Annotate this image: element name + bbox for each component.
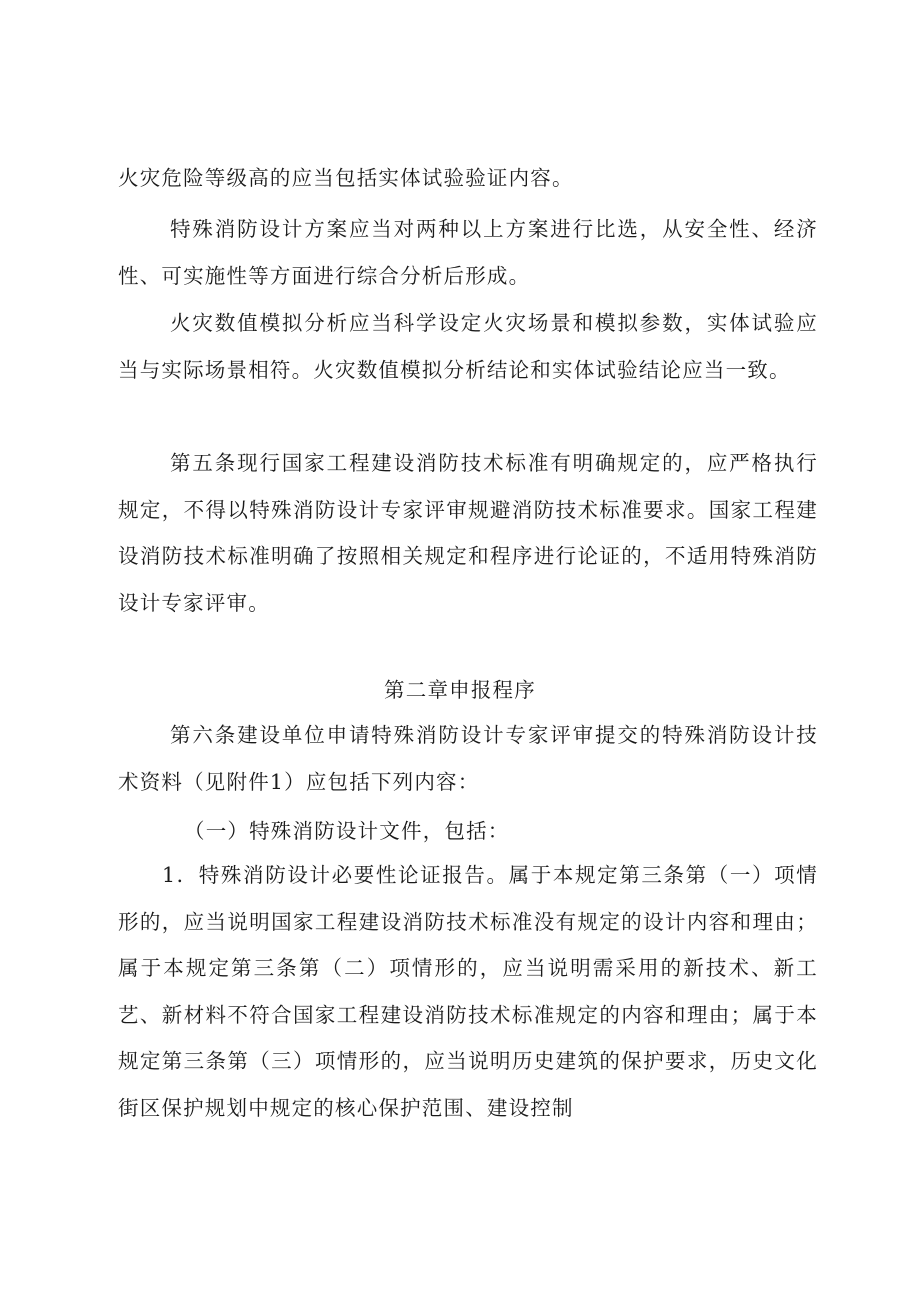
paragraph-scheme-comparison: 特殊消防设计方案应当对两种以上方案进行比选，从安全性、经济性、可实施性等方面进行综合分析后形成。 — [118, 217, 818, 288]
paragraph-necessity-report: 1．特殊消防设计必要性论证报告。属于本规定第三条第（一）项情形的，应当说明国家工程建设消防技术标准没有规定的设计内容和理由；属于本规定第三条第（二）项情形的，应当说明需采用的新技术、新工艺、新材料不符合国家工程建设消防技术标准规定的内容和理由；属于本规定第三条第（三）项情形的，应当说明历史建筑的保护要求，历史文化街区保护规划中规定的核心保护范围、建设控制 — [118, 863, 818, 1120]
paragraph-fire-risk-test: 火灾危险等级高的应当包括实体试验验证内容。 — [118, 166, 574, 190]
paragraph-design-documents: （一）特殊消防设计文件，包括： — [184, 819, 510, 843]
chapter-heading: 第二章申报程序 — [384, 678, 536, 702]
paragraph-numerical-simulation: 火灾数值模拟分析应当科学设定火灾场景和模拟参数，实体试验应当与实际场景相符。火灾数值模拟分析结论和实体试验结论应当一致。 — [118, 311, 818, 382]
paragraph-article-five: 第五条现行国家工程建设消防技术标准有明确规定的，应严格执行规定，不得以特殊消防设计专家评审规避消防技术标准要求。国家工程建设消防技术标准明确了按照相关规定和程序进行论证的，不适用特殊消防设计专家评审。 — [118, 451, 818, 615]
paragraph-article-six: 第六条建设单位申请特殊消防设计专家评审提交的特殊消防设计技术资料（见附件1）应包括下列内容： — [118, 723, 818, 794]
